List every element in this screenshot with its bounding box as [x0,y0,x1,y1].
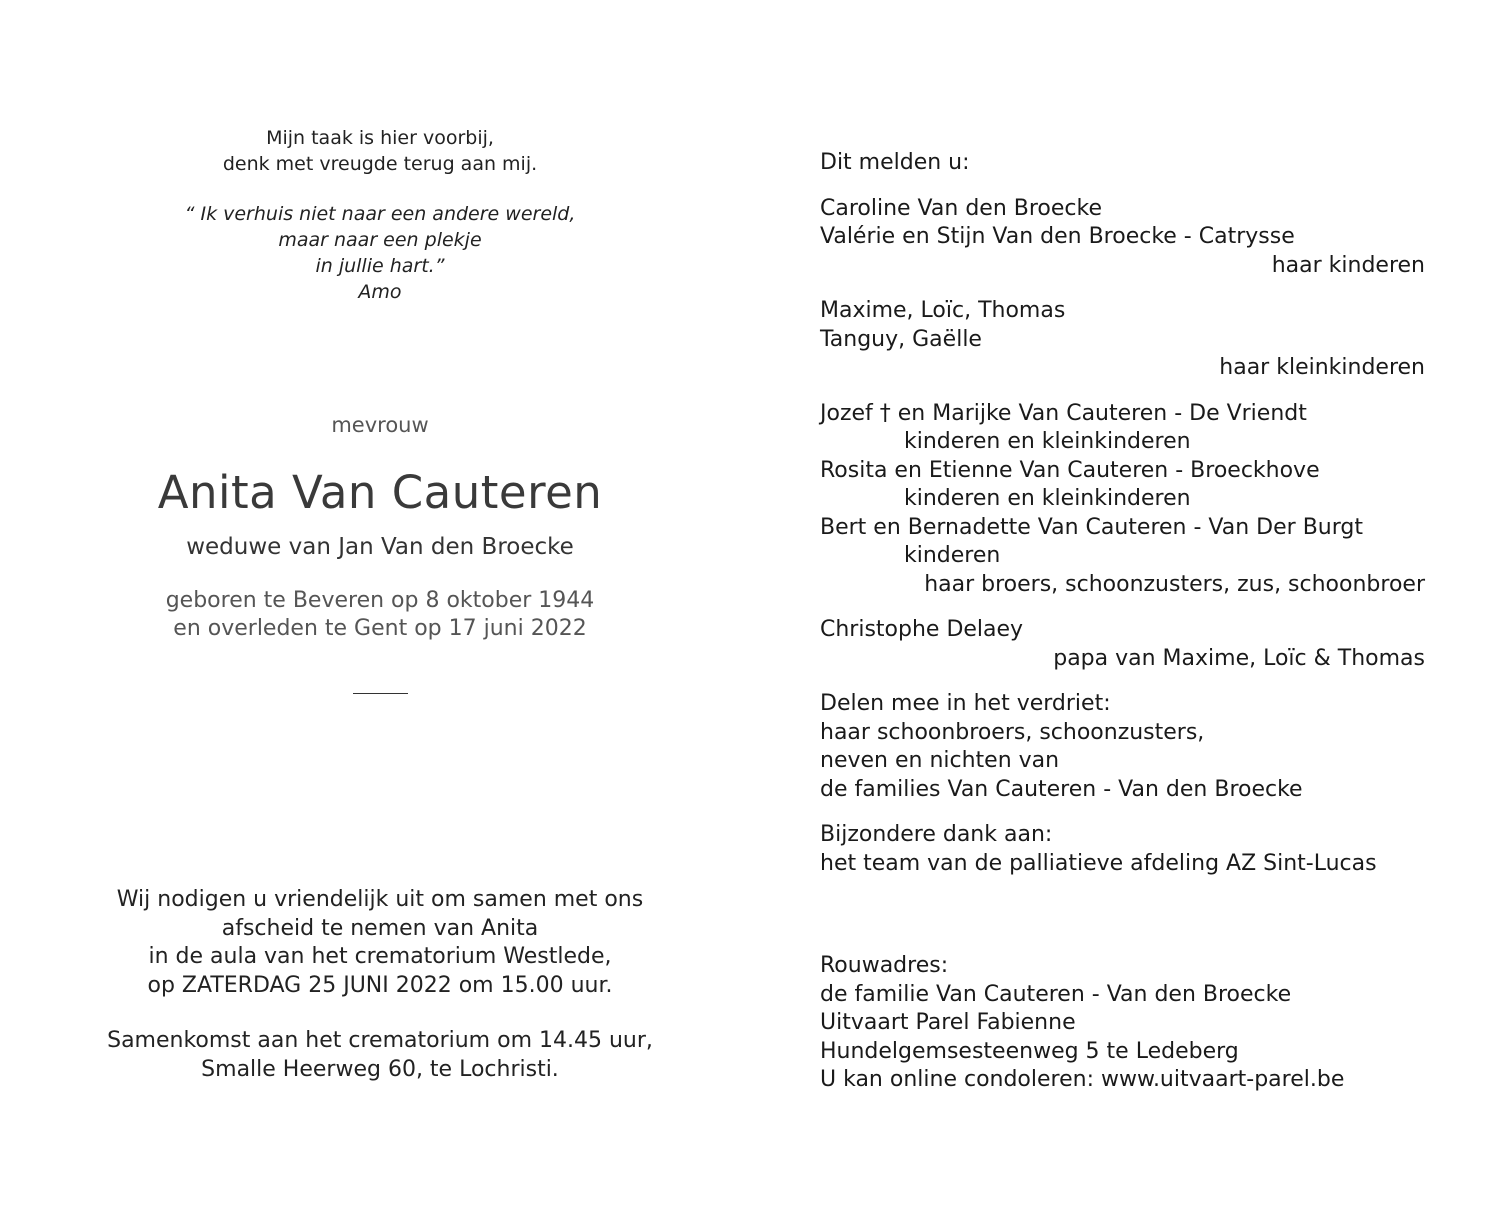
share-line: haar schoonbroers, schoonzusters, [820,719,1205,745]
divider [353,693,408,694]
life-dates [0,587,760,643]
child-line: Valérie en Stijn Van den Broecke - Catrysse [820,224,1295,249]
grandchildren-label: haar kleinkinderen [1219,355,1425,380]
sibling-sub: kinderen en kleinkinderen [904,429,1191,454]
address-line: Rouwadres: [820,953,949,978]
address-line: Hundelgemsesteenweg 5 te Ledeberg [820,1038,1239,1064]
address-line: Uitvaart Parel Fabienne [820,1010,1076,1035]
poem-line: denk met vreugde terug aan mij. [222,153,538,175]
invitation [0,886,760,1084]
poem [0,125,760,305]
invite-line: op ZATERDAG 25 JUNI 2022 om 15.00 uur. [147,972,613,998]
share-line: de families Van Cauteren - Van den Broecke [820,776,1303,802]
poem-line: Mijn taak is hier voorbij, [266,127,494,149]
thanks-line: het team van de palliatieve afdeling AZ Sint-Lucas [820,850,1377,876]
invite-line: Wij nodigen u vriendelijk uit om samen met ons [116,887,644,912]
title-mevrouw: mevrouw [331,413,429,437]
sibling-sub: kinderen [904,543,1001,568]
quote-line: “ Ik verhuis niet naar een andere wereld, [184,203,576,225]
christophe-line: Christophe Delaey [820,617,1024,642]
invite-line: afscheid te nemen van Anita [221,915,539,941]
share-line: Delen mee in het verdriet: [820,691,1111,716]
announcement [820,149,1425,878]
share-line: neven en nichten van [820,748,1060,773]
children-label: haar kinderen [1271,252,1425,278]
gathering-line: Smalle Heerweg 60, te Lochristi. [201,1056,559,1082]
grandchild-line: Tanguy, Gaëlle [820,326,982,352]
sibling-sub: kinderen en kleinkinderen [904,486,1191,511]
siblings-label: haar broers, schoonzusters, zus, schoonbroer [924,571,1425,597]
announce-intro: Dit melden u: [820,150,970,175]
quote-line: maar naar een plekje [278,229,482,251]
widow-of: weduwe van Jan Van den Broecke [186,534,574,560]
quote-author: Amo [358,281,402,303]
thanks-line: Bijzondere dank aan: [820,822,1053,847]
death-line: en overleden te Gent op 17 juni 2022 [173,616,587,641]
quote-line: in jullie hart.” [315,255,445,277]
mourning-address [820,952,1425,1095]
deceased-name: Anita Van Cauteren [157,466,603,519]
christophe-label: papa van Maxime, Loïc & Thomas [1053,645,1425,671]
sibling-line: Rosita en Etienne Van Cauteren - Broeckhove [820,457,1320,483]
address-line: U kan online condoleren: www.uitvaart-parel.be [820,1067,1345,1092]
child-line: Caroline Van den Broecke [820,195,1102,221]
grandchild-line: Maxime, Loïc, Thomas [820,298,1066,323]
address-line: de familie Van Cauteren - Van den Broecke [820,981,1292,1007]
sibling-line: Jozef † en Marijke Van Cauteren - De Vriendt [820,400,1307,426]
birth-line: geboren te Beveren op 8 oktober 1944 [165,588,595,613]
gathering-line: Samenkomst aan het crematorium om 14.45 uur, [107,1028,653,1053]
sibling-line: Bert en Bernadette Van Cauteren - Van Der Burgt [820,514,1363,540]
invite-line: in de aula van het crematorium Westlede, [148,944,612,969]
